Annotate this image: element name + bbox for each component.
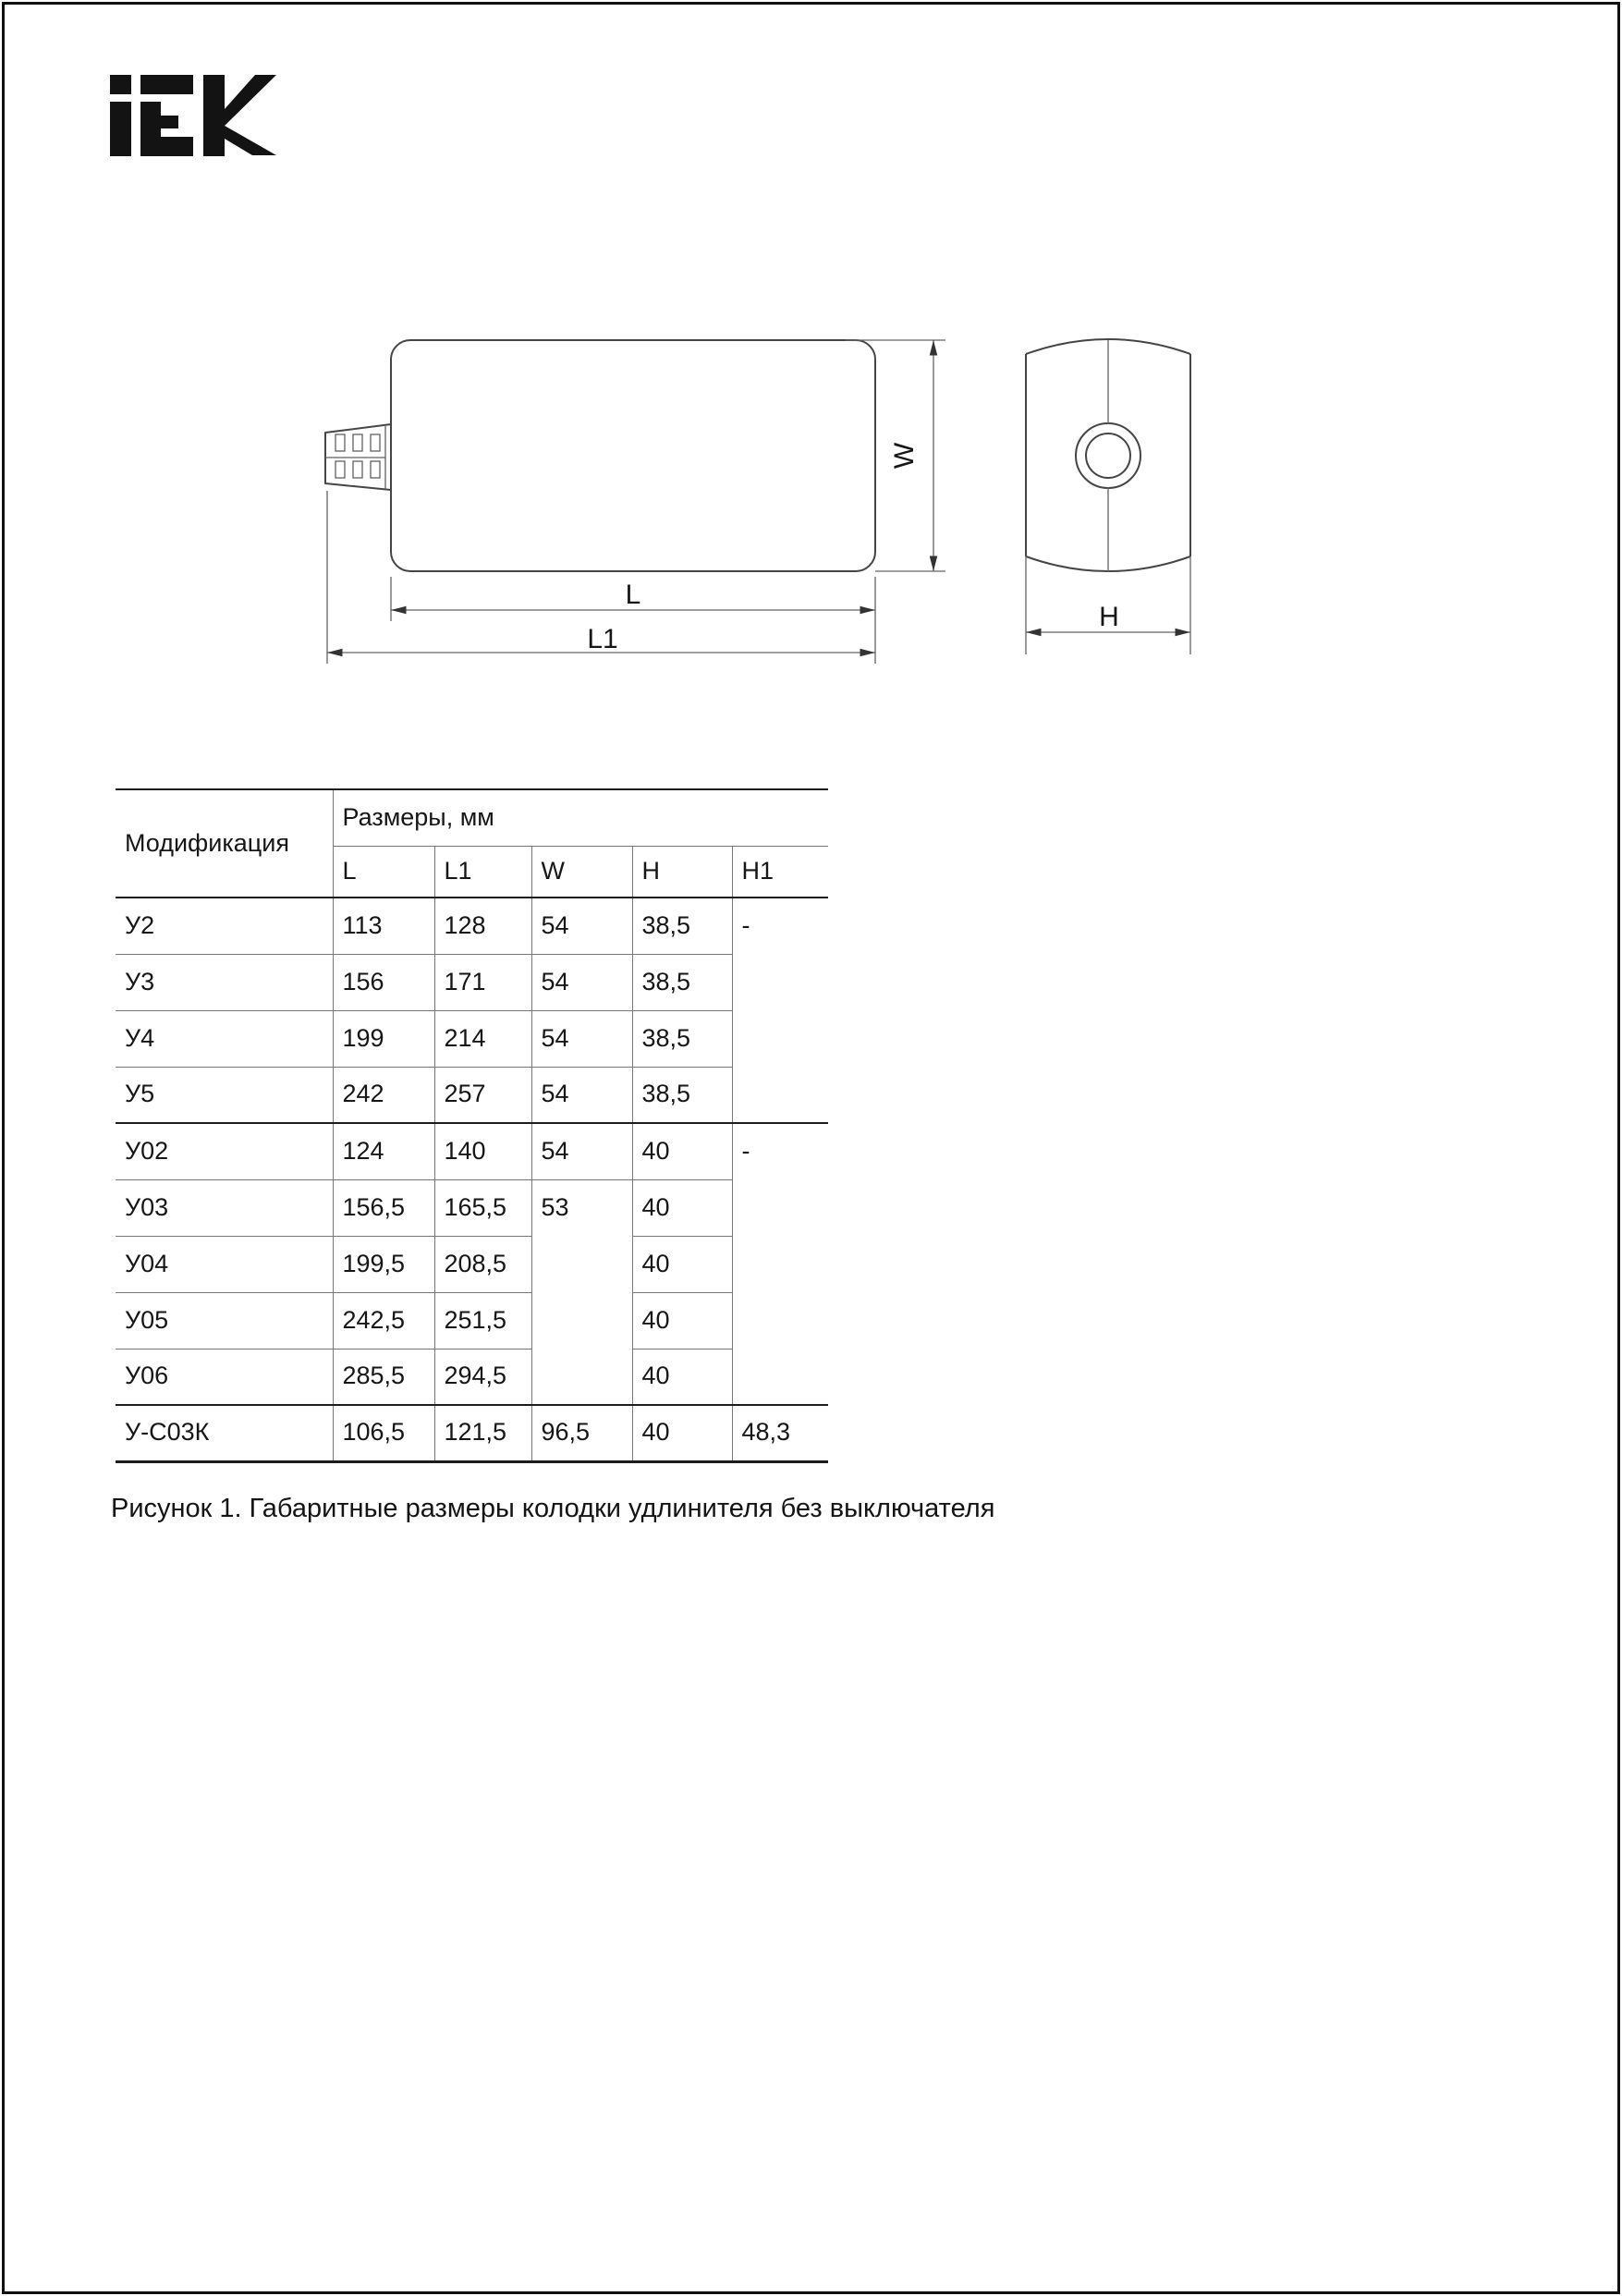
cell-l1: 171 — [434, 954, 531, 1010]
cell-l: 242 — [333, 1067, 434, 1123]
header-l: L — [333, 846, 434, 898]
top-view-drawing — [325, 340, 875, 571]
cell-l: 113 — [333, 898, 434, 954]
dimension-lines — [327, 340, 1190, 664]
cell-l1: 251,5 — [434, 1292, 531, 1349]
cell-l1: 257 — [434, 1067, 531, 1123]
cell-w-merged: 53 — [531, 1179, 632, 1405]
cell-w: 54 — [531, 1067, 632, 1123]
cell-h: 38,5 — [632, 954, 732, 1010]
cell-w: 54 — [531, 898, 632, 954]
cell-h: 38,5 — [632, 1010, 732, 1067]
table-row — [116, 898, 828, 954]
dimension-label-h: H — [1099, 602, 1119, 632]
cord-grip-detail — [325, 426, 385, 489]
table-row — [116, 1123, 828, 1179]
cell-l: 285,5 — [333, 1349, 434, 1405]
header-h: H — [632, 846, 732, 898]
table-row — [116, 1010, 828, 1067]
cell-l1: 214 — [434, 1010, 531, 1067]
cell-h1-merged: - — [732, 1123, 828, 1405]
dimension-label-l: L — [625, 580, 641, 610]
cell-l: 199,5 — [333, 1236, 434, 1292]
header-h1: H1 — [732, 846, 828, 898]
cell-w: 54 — [531, 1123, 632, 1179]
cell-w: 96,5 — [531, 1405, 632, 1461]
cord-hole-inner-circle — [1086, 434, 1130, 478]
dimension-label-w: W — [889, 442, 920, 470]
table-row — [116, 1349, 828, 1405]
cell-modification: У02 — [116, 1123, 333, 1179]
figure-caption: Рисунок 1. Габаритные размеры колодки удлинителя без выключателя — [111, 1494, 995, 1523]
cell-l: 106,5 — [333, 1405, 434, 1461]
cell-h1-merged: - — [732, 898, 828, 1123]
cell-l: 124 — [333, 1123, 434, 1179]
cell-modification: У4 — [116, 1010, 333, 1067]
cell-l: 199 — [333, 1010, 434, 1067]
cell-l1: 128 — [434, 898, 531, 954]
header-modification: Модификация — [116, 789, 333, 898]
cell-l1: 294,5 — [434, 1349, 531, 1405]
cell-modification: У06 — [116, 1349, 333, 1405]
table-row — [116, 1236, 828, 1292]
cell-w: 54 — [531, 954, 632, 1010]
table-row — [116, 1179, 828, 1236]
table-row — [116, 1405, 828, 1461]
cell-l1: 140 — [434, 1123, 531, 1179]
cell-l1: 208,5 — [434, 1236, 531, 1292]
dimensions-table — [116, 788, 828, 1463]
dimension-drawing — [0, 0, 1622, 739]
table-row — [116, 1067, 828, 1123]
cell-h1: 48,3 — [732, 1405, 828, 1461]
cell-h: 40 — [632, 1179, 732, 1236]
cell-l: 156 — [333, 954, 434, 1010]
cell-h: 40 — [632, 1349, 732, 1405]
cell-modification: У04 — [116, 1236, 333, 1292]
table-row — [116, 1292, 828, 1349]
table-row — [116, 954, 828, 1010]
cell-modification: У03 — [116, 1179, 333, 1236]
cell-w: 54 — [531, 1010, 632, 1067]
cell-h: 40 — [632, 1236, 732, 1292]
cell-modification: У-С03К — [116, 1405, 333, 1461]
cell-h: 40 — [632, 1123, 732, 1179]
table-header-row-1 — [116, 789, 828, 846]
header-sizes-mm: Размеры, мм — [333, 789, 828, 846]
cell-h: 38,5 — [632, 1067, 732, 1123]
cell-modification: У3 — [116, 954, 333, 1010]
header-w: W — [531, 846, 632, 898]
cell-modification: У2 — [116, 898, 333, 954]
cell-l1: 121,5 — [434, 1405, 531, 1461]
cell-h: 40 — [632, 1405, 732, 1461]
header-l1: L1 — [434, 846, 531, 898]
block-body-outline — [391, 340, 875, 571]
cell-modification: У05 — [116, 1292, 333, 1349]
cell-h: 38,5 — [632, 898, 732, 954]
cell-h: 40 — [632, 1292, 732, 1349]
dimension-label-l1: L1 — [587, 624, 618, 654]
cell-l: 242,5 — [333, 1292, 434, 1349]
cell-l: 156,5 — [333, 1179, 434, 1236]
cell-l1: 165,5 — [434, 1179, 531, 1236]
cell-modification: У5 — [116, 1067, 333, 1123]
